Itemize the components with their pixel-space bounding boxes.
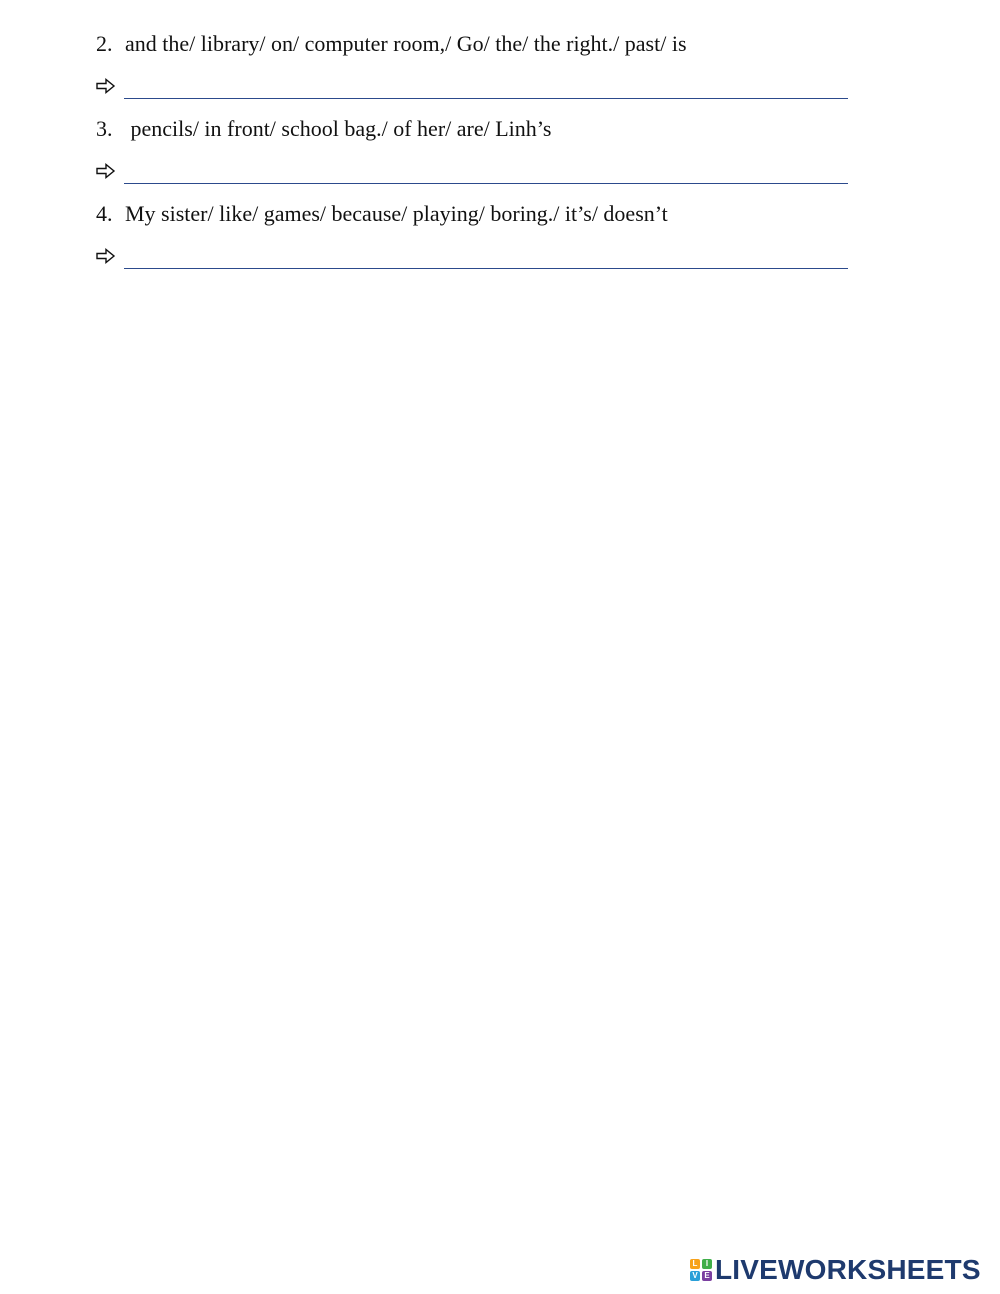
outlined-right-arrow-icon — [96, 163, 116, 179]
question-number: 2. — [96, 31, 113, 56]
question-2 — [96, 31, 687, 57]
question-text: and the/ library/ on/ computer room,/ Go/ the/ the right./ past/ is — [125, 31, 687, 56]
answer-input-2[interactable] — [124, 74, 848, 99]
outlined-right-arrow-icon — [96, 78, 116, 94]
answer-row-2 — [96, 74, 848, 104]
question-number: 3. — [96, 116, 113, 141]
question-3 — [96, 116, 551, 142]
brand-wordmark: LIVEWORKSHEETS — [715, 1254, 981, 1285]
question-number: 4. — [96, 201, 113, 226]
question-4 — [96, 201, 668, 227]
logo-tile: V — [690, 1271, 700, 1281]
question-text: My sister/ like/ games/ because/ playing/ boring./ it’s/ doesn’t — [125, 201, 668, 226]
liveworksheets-logo — [690, 1256, 981, 1284]
answer-input-3[interactable] — [124, 159, 848, 184]
logo-grid-icon — [690, 1259, 712, 1281]
outlined-right-arrow-icon — [96, 248, 116, 264]
answer-row-3 — [96, 159, 848, 189]
logo-tile: L — [690, 1259, 700, 1269]
answer-input-4[interactable] — [124, 244, 848, 269]
logo-tile: E — [702, 1271, 712, 1281]
question-text: pencils/ in front/ school bag./ of her/ are/ Linh’s — [125, 116, 552, 141]
answer-row-4 — [96, 244, 848, 274]
logo-tile: I — [702, 1259, 712, 1269]
